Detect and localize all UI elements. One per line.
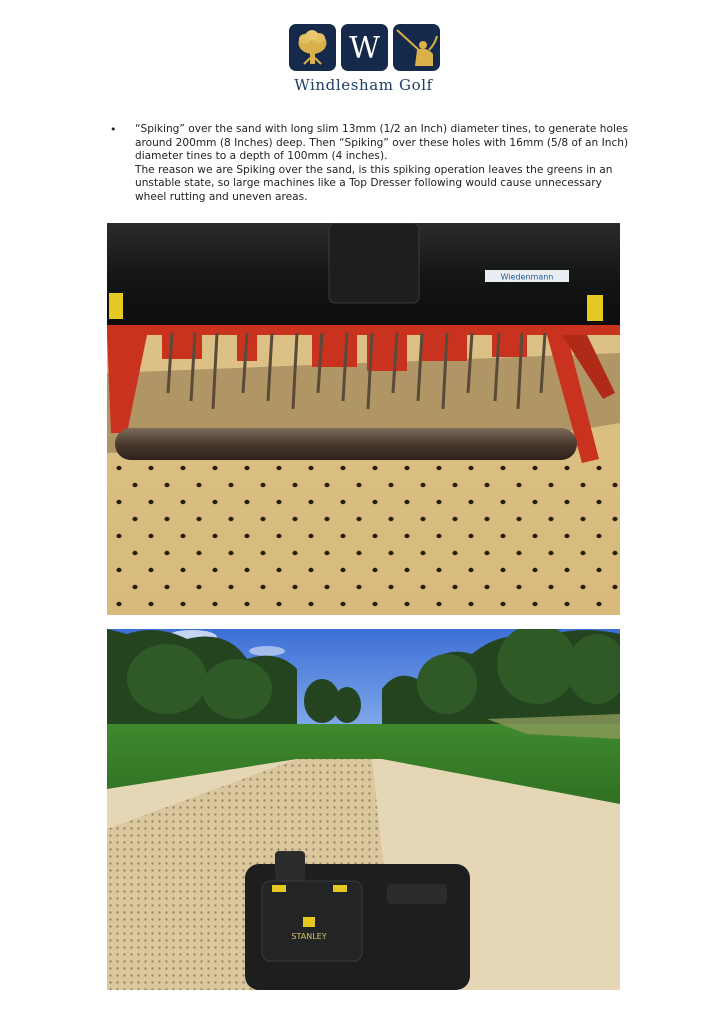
oak-tree-icon (289, 24, 336, 71)
aeration-hole (548, 483, 553, 487)
aeration-hole (532, 500, 537, 504)
aeration-hole (116, 602, 121, 606)
bullet-paragraph (110, 123, 630, 205)
aeration-hole (292, 517, 297, 521)
aeration-hole (132, 483, 137, 487)
aeration-hole (212, 534, 217, 538)
aeration-hole (516, 585, 521, 589)
aeration-hole (324, 483, 329, 487)
aeration-hole (596, 602, 601, 606)
aeration-hole (180, 568, 185, 572)
aeration-hole (548, 551, 553, 555)
aeration-hole (196, 551, 201, 555)
w-letter-icon (341, 24, 388, 71)
aeration-hole (500, 500, 505, 504)
aeration-hole (372, 466, 377, 470)
aeration-hole (612, 585, 617, 589)
aeration-hole (612, 483, 617, 487)
aeration-hole (132, 551, 137, 555)
aeration-hole (180, 466, 185, 470)
aeration-hole (468, 534, 473, 538)
aeration-hole (452, 517, 457, 521)
aeration-hole (116, 500, 121, 504)
aeration-hole (340, 568, 345, 572)
golfer-icon (393, 24, 440, 71)
roller (115, 428, 577, 460)
aeration-hole (500, 466, 505, 470)
toolbox-brand: STANLEY (291, 932, 327, 941)
aeration-hole (340, 534, 345, 538)
aeration-hole (468, 500, 473, 504)
aeration-hole (532, 602, 537, 606)
aeration-hole (212, 602, 217, 606)
logo-tile-w (341, 24, 388, 71)
aeration-hole (372, 602, 377, 606)
aeration-hole (548, 585, 553, 589)
aeration-hole (276, 500, 281, 504)
aeration-hole (260, 551, 265, 555)
aeration-hole (484, 585, 489, 589)
aeration-hole (532, 568, 537, 572)
aeration-hole (596, 534, 601, 538)
aeration-hole (468, 466, 473, 470)
bullet-marker: • (110, 123, 117, 136)
logo-tile-golfer (393, 24, 440, 71)
aeration-hole (564, 568, 569, 572)
aeration-hole (580, 551, 585, 555)
aeration-hole (356, 585, 361, 589)
aeration-hole (612, 517, 617, 521)
aeration-hole (244, 602, 249, 606)
aeration-hole (196, 517, 201, 521)
aeration-hole (148, 568, 153, 572)
aeration-hole (276, 602, 281, 606)
aeration-hole (148, 466, 153, 470)
aeration-hole (516, 517, 521, 521)
aeration-hole (516, 551, 521, 555)
aeration-hole (452, 585, 457, 589)
aeration-hole (548, 517, 553, 521)
spiking-machine-rear (245, 851, 470, 990)
aeration-hole (132, 517, 137, 521)
photo-spiking-machine (107, 223, 620, 615)
aeration-hole (244, 466, 249, 470)
aeration-hole (244, 568, 249, 572)
logo (289, 24, 440, 72)
aeration-hole (500, 534, 505, 538)
aeration-hole (356, 483, 361, 487)
aeration-hole (292, 585, 297, 589)
aeration-hole (260, 517, 265, 521)
aeration-hole (228, 483, 233, 487)
page-header (0, 24, 727, 104)
aeration-hole (228, 517, 233, 521)
aeration-hole (388, 483, 393, 487)
aeration-hole (260, 483, 265, 487)
aeration-hole (164, 585, 169, 589)
aeration-hole (596, 568, 601, 572)
aeration-hole (404, 602, 409, 606)
aeration-hole (580, 483, 585, 487)
aeration-hole (420, 551, 425, 555)
aeration-hole (308, 500, 313, 504)
aeration-hole (404, 466, 409, 470)
aeration-hole (180, 602, 185, 606)
aeration-hole (324, 551, 329, 555)
brand-wordmark: Windlesham Golf (294, 76, 433, 94)
aeration-hole (452, 483, 457, 487)
logo-tile-tree (289, 24, 336, 71)
paragraph-spiking: “Spiking” over the sand with long slim 13mm (1/2 an Inch) diameter tines, to generate holes around 200mm (8 Inches) deep. Then “Spiking” over these holes with 16mm (5/8 of an Inch) diameter tines to a depth of 100mm (4 inches). (135, 123, 629, 163)
aeration-hole (564, 602, 569, 606)
aeration-hole (340, 466, 345, 470)
aeration-hole (388, 551, 393, 555)
aeration-hole (196, 483, 201, 487)
aeration-hole (372, 500, 377, 504)
aeration-hole (244, 534, 249, 538)
aeration-hole (500, 568, 505, 572)
aeration-hole (436, 534, 441, 538)
aeration-hole (356, 551, 361, 555)
aeration-hole (516, 483, 521, 487)
aeration-hole (452, 551, 457, 555)
aeration-hole (612, 551, 617, 555)
aeration-hole (260, 585, 265, 589)
aeration-hole (180, 500, 185, 504)
aeration-hole (148, 500, 153, 504)
aeration-hole (372, 568, 377, 572)
photo-golf-course (107, 629, 620, 990)
aeration-hole (116, 568, 121, 572)
aeration-hole (436, 568, 441, 572)
aeration-hole (596, 466, 601, 470)
paragraph-reason: The reason we are Spiking over the sand, is this spiking operation leaves the greens in an unstable state, so large machines like a Top Dresser following would cause unnecessary wheel rutting and uneven areas. (135, 163, 613, 203)
aeration-hole (324, 585, 329, 589)
aeration-hole (276, 568, 281, 572)
aeration-hole (308, 466, 313, 470)
aeration-hole (564, 466, 569, 470)
aeration-hole (292, 551, 297, 555)
aeration-hole (564, 500, 569, 504)
aeration-hole (148, 534, 153, 538)
aeration-hole (404, 534, 409, 538)
aeration-hole (532, 466, 537, 470)
aeration-hole (308, 568, 313, 572)
aeration-hole (436, 602, 441, 606)
aeration-hole (468, 602, 473, 606)
aeration-hole (436, 500, 441, 504)
aeration-hole (196, 585, 201, 589)
aeration-hole (436, 466, 441, 470)
aeration-hole (340, 602, 345, 606)
brand-decal-text: Wiedenmann (500, 272, 554, 282)
aeration-hole (212, 500, 217, 504)
aeration-hole (212, 466, 217, 470)
aeration-hole (500, 602, 505, 606)
aeration-hole (580, 517, 585, 521)
aeration-hole (164, 483, 169, 487)
aeration-hole (276, 534, 281, 538)
aeration-hole (484, 483, 489, 487)
aeration-hole (356, 517, 361, 521)
aeration-hole (340, 500, 345, 504)
aeration-hole (276, 466, 281, 470)
aeration-hole (164, 551, 169, 555)
aeration-hole (404, 500, 409, 504)
aeration-hole (484, 517, 489, 521)
aeration-hole (420, 585, 425, 589)
aeration-hole (468, 568, 473, 572)
aeration-hole (244, 500, 249, 504)
aeration-hole (180, 534, 185, 538)
aeration-hole (388, 585, 393, 589)
aeration-hole (132, 585, 137, 589)
aeration-hole (228, 585, 233, 589)
aeration-hole (324, 517, 329, 521)
aeration-hole (596, 500, 601, 504)
aeration-hole (228, 551, 233, 555)
aeration-hole (532, 534, 537, 538)
aeration-hole (148, 602, 153, 606)
aeration-hole (292, 483, 297, 487)
aeration-hole (484, 551, 489, 555)
aeration-hole (308, 534, 313, 538)
aeration-hole (404, 568, 409, 572)
aeration-hole (116, 534, 121, 538)
aeration-hole (564, 534, 569, 538)
aeration-hole (420, 517, 425, 521)
aeration-hole (420, 483, 425, 487)
aeration-hole (388, 517, 393, 521)
aeration-hole (308, 602, 313, 606)
aeration-hole (580, 585, 585, 589)
aeration-hole (212, 568, 217, 572)
aeration-hole (116, 466, 121, 470)
aeration-hole (164, 517, 169, 521)
logo-letter: W (349, 31, 380, 66)
aeration-hole (372, 534, 377, 538)
